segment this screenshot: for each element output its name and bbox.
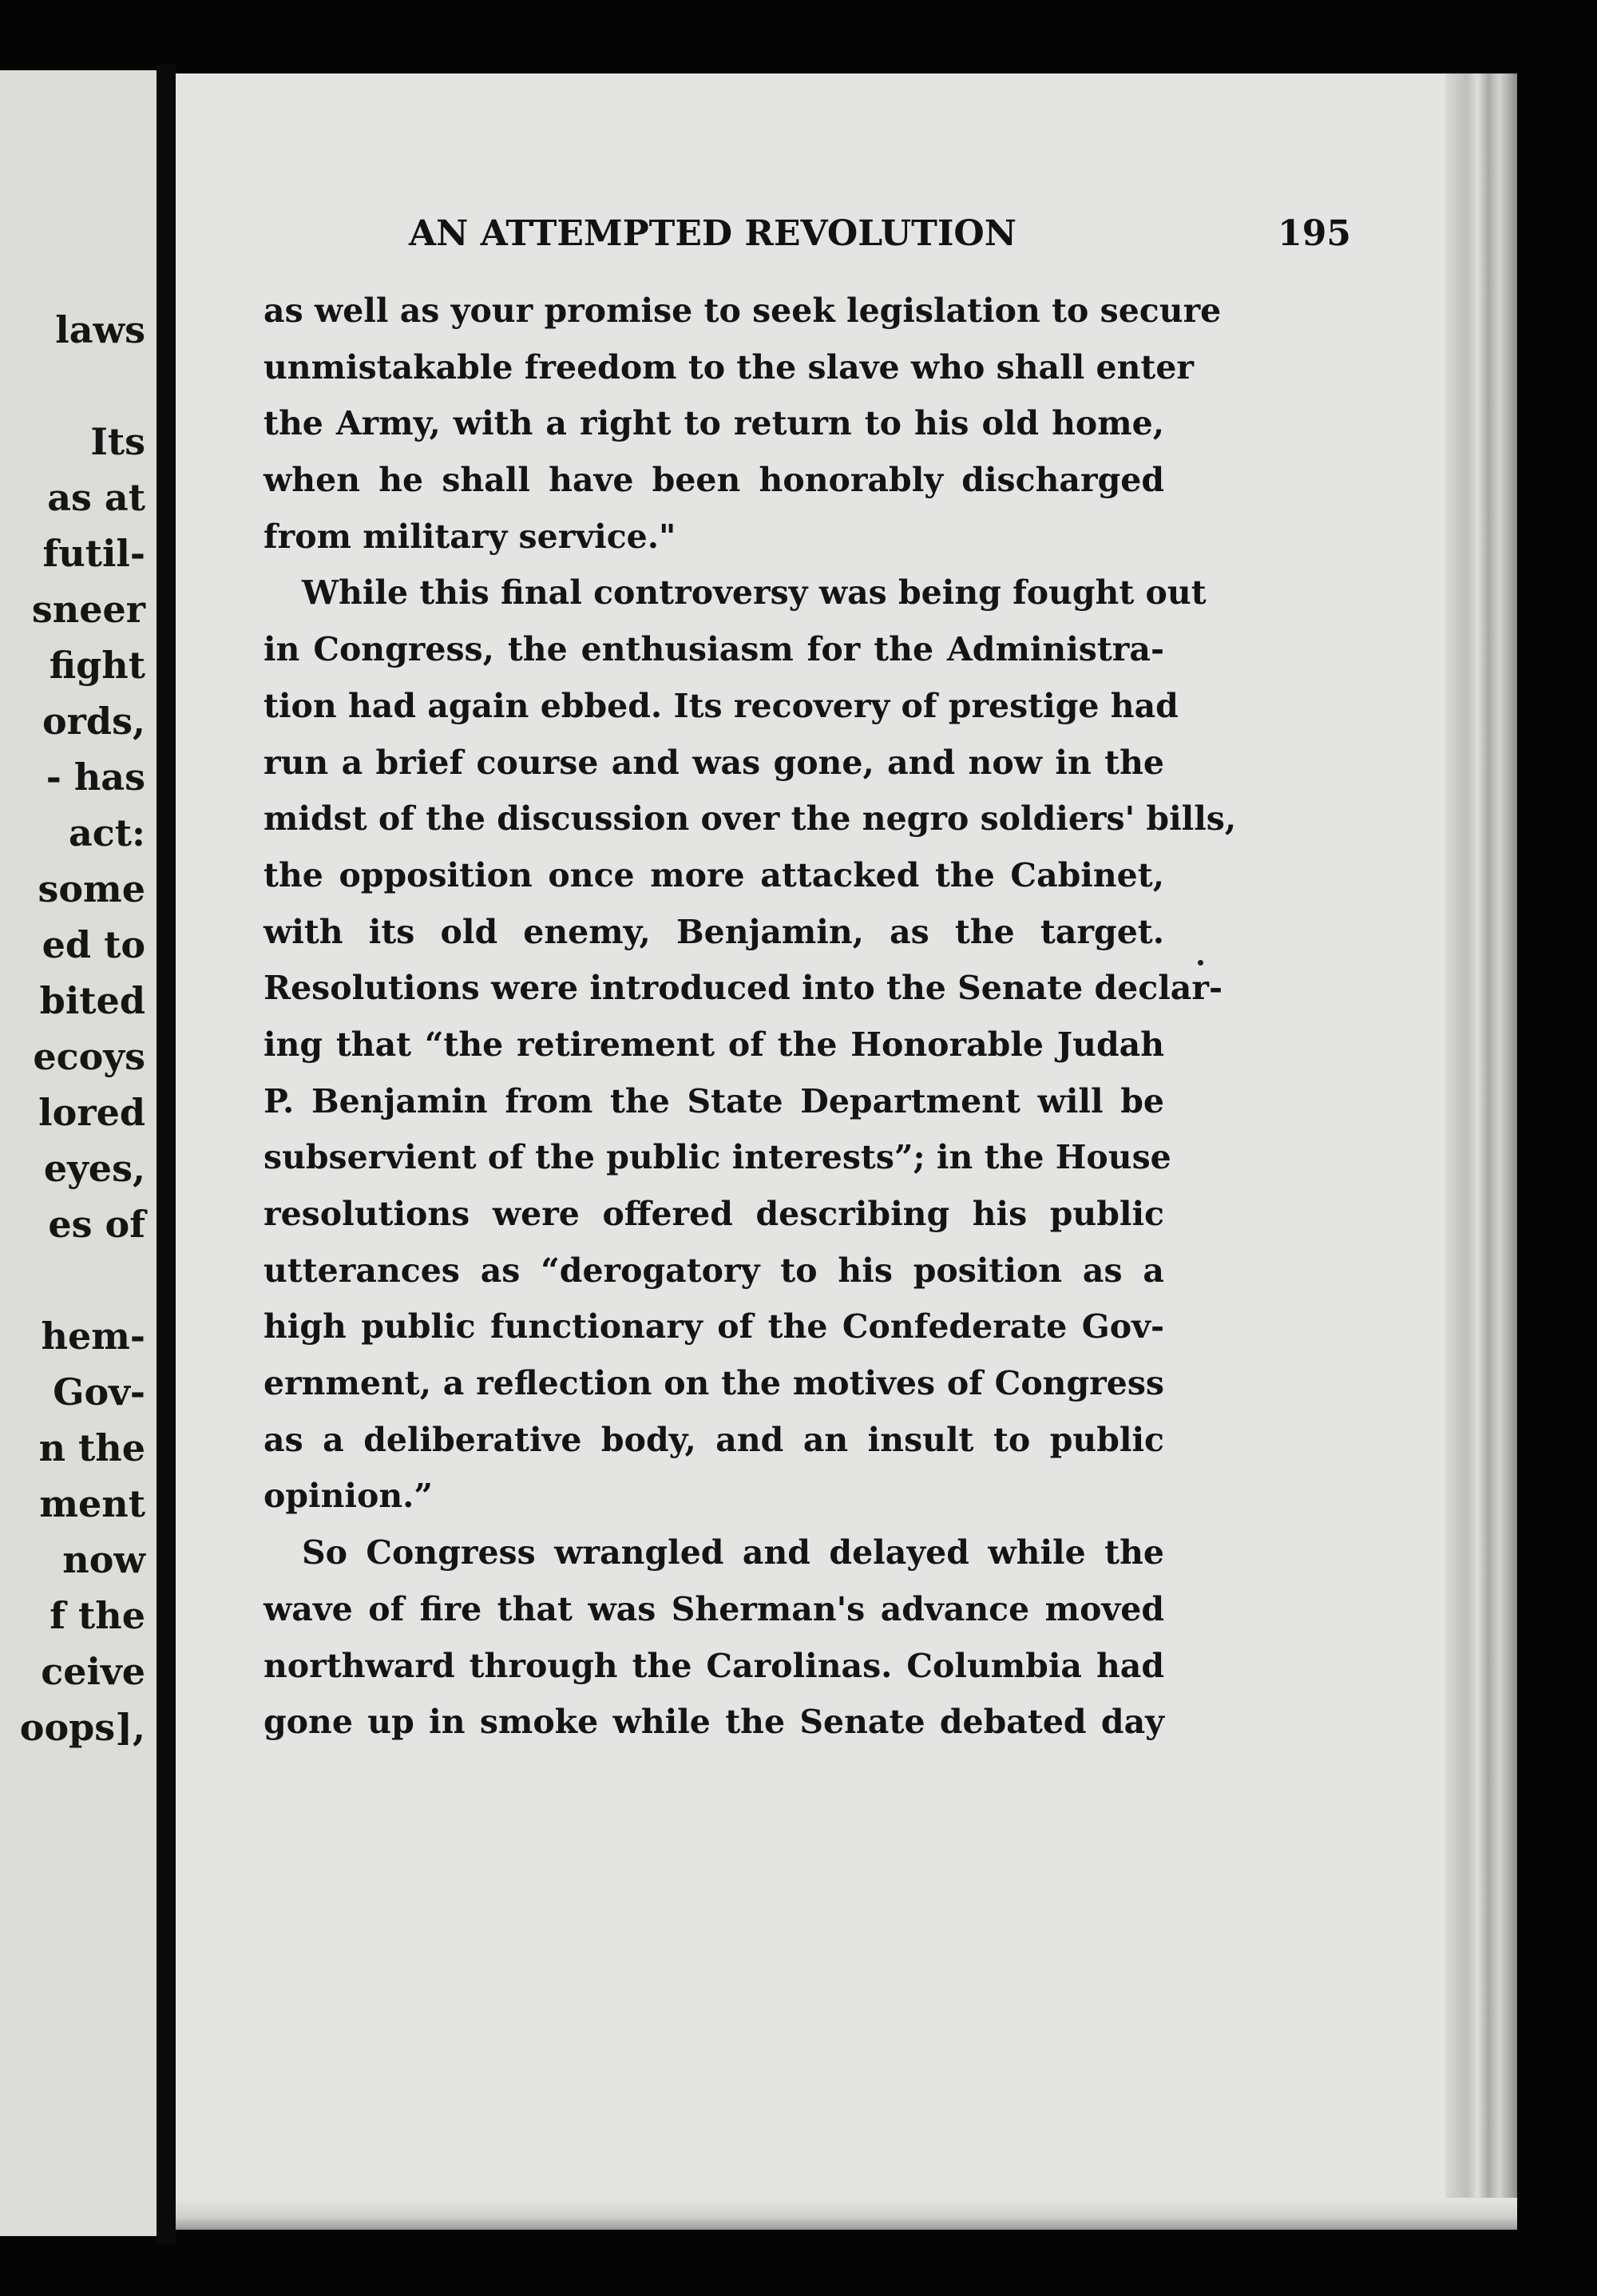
- text-line: the Army, with a right to return to his old home,: [264, 404, 1164, 443]
- left-page-fragment: Its: [90, 420, 145, 463]
- text-line: the opposition once more attacked the Cabinet,: [264, 855, 1164, 894]
- left-page-fragment: as at: [47, 476, 145, 519]
- text-line: unmistakable freedom to the slave who shall enter: [264, 347, 1195, 387]
- text-line: subservient of the public interests”; in the House: [264, 1138, 1171, 1177]
- left-page-fragment: n the: [38, 1426, 145, 1469]
- text-line: with its old enemy, Benjamin, as the target.: [264, 912, 1164, 951]
- left-page-fragment: eyes,: [43, 1147, 145, 1190]
- text-line: ing that “the retirement of the Honorable Judah: [264, 1025, 1164, 1064]
- left-page-fragment: ecoys: [33, 1035, 145, 1078]
- text-line: as well as your promise to seek legislation to secure: [264, 291, 1222, 330]
- text-line: midst of the discussion over the negro soldiers' bills,: [264, 799, 1237, 839]
- left-page-fragment: sneer: [31, 588, 145, 631]
- text-line: While this final controversy was being fought out: [302, 573, 1207, 613]
- text-line: Resolutions were introduced into the Senate declar-: [264, 969, 1223, 1008]
- left-page-fragment: lored: [38, 1091, 145, 1134]
- running-title: AN ATTEMPTED REVOLUTION: [409, 213, 1016, 254]
- left-page-fragment: futil-: [42, 532, 145, 575]
- facing-page-left: [0, 70, 157, 2236]
- left-page-fragment: - has: [46, 755, 145, 799]
- left-page-fragment: act:: [68, 811, 145, 855]
- text-line: ernment, a reflection on the motives of Congress: [264, 1364, 1164, 1403]
- text-line: when he shall have been honorably discharged: [264, 461, 1164, 500]
- text-line: utterances as “derogatory to his position as a: [264, 1251, 1164, 1290]
- left-page-fragment: oops],: [19, 1706, 145, 1749]
- text-line: northward through the Carolinas. Columbia had: [264, 1646, 1164, 1685]
- text-line: tion had again ebbed. Its recovery of prestige had: [264, 686, 1179, 725]
- left-page-fragment: laws: [55, 308, 145, 351]
- text-line: high public functionary of the Confederate Gov-: [264, 1307, 1164, 1346]
- page-bottom-edge: [176, 2198, 1517, 2230]
- left-page-fragment: f the: [50, 1594, 145, 1637]
- body-text: [264, 283, 1237, 1751]
- left-page-fragment: fight: [49, 644, 145, 687]
- text-line: from military service.": [264, 517, 676, 556]
- left-page-fragment: ords,: [42, 700, 145, 743]
- left-page-fragment: es of: [48, 1203, 145, 1246]
- text-line: gone up in smoke while the Senate debated day: [264, 1703, 1164, 1742]
- text-line: P. Benjamin from the State Department will be: [264, 1081, 1164, 1120]
- text-line: opinion.”: [264, 1477, 433, 1516]
- left-page-fragment: hem-: [41, 1315, 145, 1358]
- scan-speck: [1198, 960, 1203, 966]
- text-line: run a brief course and was gone, and now in the: [264, 743, 1164, 782]
- left-page-fragment: some: [38, 867, 145, 910]
- text-line: resolutions were offered describing his public: [264, 1195, 1164, 1233]
- left-page-fragment: bited: [39, 979, 145, 1022]
- text-line: in Congress, the enthusiasm for the Administra-: [264, 630, 1164, 669]
- book-gutter: [157, 64, 176, 2244]
- left-page-fragment: Gov-: [53, 1370, 145, 1414]
- left-page-fragment: now: [62, 1538, 145, 1581]
- text-line: as a deliberative body, and an insult to public: [264, 1420, 1164, 1459]
- text-line: wave of fire that was Sherman's advance moved: [264, 1589, 1164, 1628]
- page-195: [176, 73, 1517, 2230]
- left-page-fragment: ment: [39, 1482, 145, 1525]
- left-page-fragment: ceive: [41, 1650, 145, 1693]
- page-edge: [1445, 73, 1517, 2230]
- text-line: So Congress wrangled and delayed while the: [302, 1533, 1164, 1572]
- left-page-fragment: ed to: [42, 923, 145, 966]
- page-number: 195: [1278, 213, 1351, 254]
